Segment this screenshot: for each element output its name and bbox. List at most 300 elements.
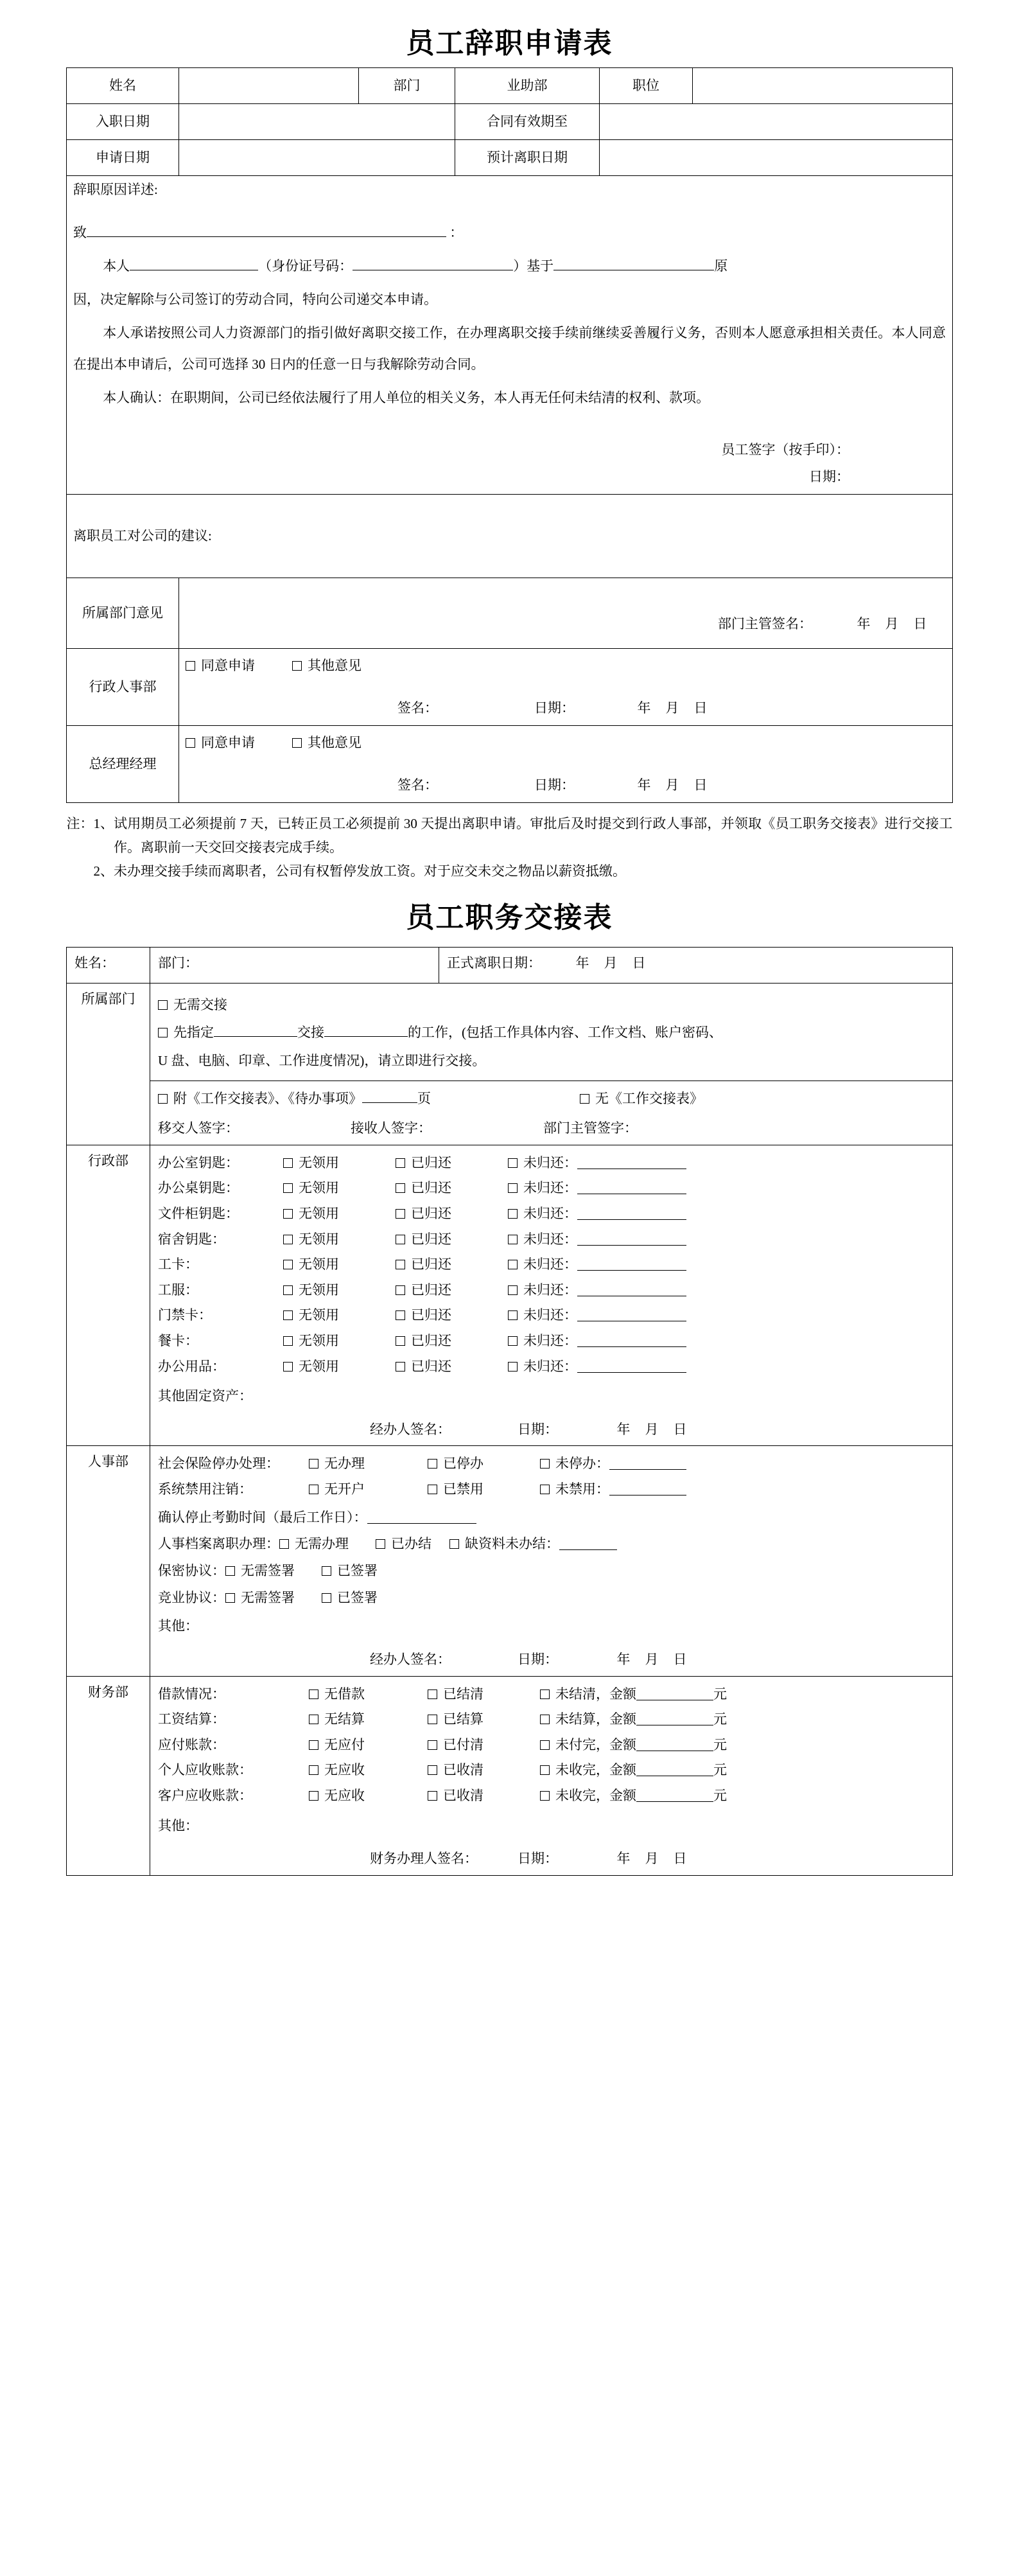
option-3-label: 未收完，金额	[555, 1762, 636, 1778]
handover-header-row	[67, 947, 953, 983]
checkbox-icon[interactable]	[396, 1235, 405, 1244]
list-item	[158, 1151, 945, 1176]
option-3-label: 未归还：	[523, 1358, 577, 1374]
label-item: 餐卡：	[158, 1333, 198, 1349]
label-hr-other[interactable]: 其他：	[158, 1618, 198, 1634]
input-addressee[interactable]	[87, 236, 446, 237]
label-operator-date[interactable]: 日期：	[518, 1651, 558, 1667]
option-3	[508, 1227, 945, 1253]
checkbox-icon[interactable]	[508, 1209, 518, 1219]
checkbox-icon[interactable]	[428, 1740, 437, 1750]
option-3-label: 未禁用：	[555, 1481, 609, 1497]
label-finance-other[interactable]: 其他：	[158, 1817, 198, 1833]
option-2-label: 已归还	[411, 1333, 451, 1349]
list-item	[158, 1328, 945, 1354]
finance-checklist	[158, 1682, 945, 1809]
checkbox-icon[interactable]	[283, 1310, 293, 1320]
input-detail[interactable]	[609, 1469, 686, 1470]
list-item	[158, 1758, 945, 1783]
checkbox-icon[interactable]	[283, 1336, 293, 1346]
checkbox-icon[interactable]	[376, 1539, 385, 1549]
option-1-label: 无需签署	[241, 1589, 295, 1605]
option-2	[428, 1682, 540, 1707]
label-item: 应付账款：	[158, 1736, 225, 1752]
handover-signers-row	[158, 1118, 945, 1140]
label-supervisor-signature[interactable]: 部门主管签字：	[543, 1120, 638, 1136]
ymd-month: 月	[645, 1421, 659, 1437]
checkbox-icon[interactable]	[428, 1791, 437, 1801]
option-2	[396, 1278, 508, 1303]
checkbox-no-handover-icon[interactable]	[158, 1000, 168, 1010]
checkbox-icon[interactable]	[428, 1689, 437, 1699]
option-3	[508, 1176, 945, 1201]
label-attendance-stop: 确认停止考勤时间（最后工作日）：	[158, 1509, 367, 1525]
attendance-stop-row	[158, 1506, 945, 1530]
checkbox-icon[interactable]	[283, 1285, 293, 1295]
label-currency-unit: 元	[713, 1736, 727, 1752]
checkbox-icon[interactable]	[508, 1310, 518, 1320]
option-1-label: 无应收	[324, 1762, 365, 1778]
text-reason-suffix: 原	[714, 258, 728, 274]
checkbox-icon[interactable]	[396, 1362, 405, 1372]
label-operator-signature[interactable]: 经办人签名：	[370, 1651, 451, 1667]
option-1-label: 无应付	[324, 1736, 365, 1752]
ymd-day: 日	[673, 1651, 687, 1667]
paragraph-confirmation: 本人确认：在职期间，公司已经依法履行了用人单位的相关义务，本人再无任何未结清的权利、款项。	[103, 389, 710, 405]
option-1-label: 无领用	[299, 1333, 339, 1349]
checkbox-icon[interactable]	[508, 1336, 518, 1346]
label-item: 工资结算：	[158, 1711, 225, 1727]
option-1	[309, 1451, 428, 1477]
notes-block	[67, 812, 953, 883]
label-dept-supervisor-signature[interactable]: 部门主管签名：	[718, 616, 812, 632]
text-based-on: ）基于	[513, 258, 554, 274]
checkbox-icon[interactable]	[283, 1260, 293, 1269]
checkbox-agree-icon[interactable]	[186, 661, 195, 671]
option-3	[540, 1707, 945, 1733]
option-2-label: 已归还	[411, 1257, 451, 1273]
checkbox-icon[interactable]	[396, 1158, 405, 1168]
ymd-day: 日	[913, 616, 927, 632]
option-1-label: 无办理	[324, 1456, 365, 1472]
label-other-opinion: 其他意见	[308, 658, 361, 674]
option-2-label: 已办结	[391, 1536, 431, 1552]
list-item	[158, 1733, 945, 1758]
label-other-fixed-assets[interactable]: 其他固定资产：	[158, 1388, 252, 1404]
option-3	[540, 1783, 945, 1809]
department-opinion-body[interactable]	[179, 578, 953, 649]
option-2-label: 已签署	[337, 1589, 378, 1605]
option-2-label: 已收清	[443, 1762, 483, 1778]
label-hire-date: 入职日期	[67, 104, 179, 140]
input-designate-to[interactable]	[324, 1036, 408, 1037]
option-3	[540, 1451, 945, 1477]
ymd-day: 日	[632, 955, 646, 971]
ymd-year: 年	[637, 700, 651, 716]
input-attendance-stop-date[interactable]	[367, 1523, 476, 1524]
checkbox-icon[interactable]	[540, 1459, 550, 1469]
page-title-handover: 员工职务交接表	[406, 901, 613, 933]
option-3	[540, 1477, 945, 1503]
ymd-day: 日	[693, 700, 708, 716]
checkbox-icon[interactable]	[396, 1260, 405, 1269]
field-department-value[interactable]: 业助部	[455, 68, 600, 104]
option-2-label: 已归还	[411, 1231, 451, 1247]
field-apply-date-value[interactable]	[179, 140, 455, 176]
option-1	[283, 1227, 396, 1253]
field-hire-date-value[interactable]	[179, 104, 455, 140]
ymd-year: 年	[857, 616, 871, 632]
checkbox-no-attachment-icon[interactable]	[580, 1094, 589, 1104]
checkbox-designate-handover-icon[interactable]	[158, 1028, 168, 1037]
handover-section-hr	[67, 1446, 953, 1676]
label-item: 工卡：	[158, 1257, 198, 1273]
option-1-label: 无领用	[299, 1282, 339, 1298]
option-2	[428, 1707, 540, 1733]
input-detail[interactable]	[577, 1346, 686, 1347]
checkbox-other-opinion-icon[interactable]	[292, 661, 302, 671]
gm-sign-line	[186, 775, 946, 796]
option-3	[508, 1151, 945, 1176]
text-handover-items: U 盘、电脑、印章、工作进度情况)，请立即进行交接。	[158, 1052, 486, 1068]
checkbox-icon[interactable]	[396, 1183, 405, 1193]
table-row-opinion-gm	[67, 726, 953, 803]
admin-checklist	[158, 1151, 945, 1379]
handover-leave-date-cell[interactable]	[439, 947, 953, 983]
option-2	[396, 1303, 508, 1328]
checkbox-icon[interactable]	[396, 1336, 405, 1346]
label-section-department: 所属部门	[67, 983, 150, 1145]
suggestion-block[interactable]	[67, 495, 953, 578]
option-1	[283, 1303, 396, 1328]
label-item: 宿舍钥匙：	[158, 1231, 225, 1247]
checkbox-icon[interactable]	[540, 1485, 550, 1494]
label-hr-signature[interactable]: 签名：	[397, 700, 438, 716]
option-1-label: 无领用	[299, 1231, 339, 1247]
option-3	[508, 1303, 945, 1328]
label-item: 办公用品：	[158, 1358, 225, 1374]
option-2-label: 已归还	[411, 1358, 451, 1374]
label-department-opinion: 所属部门意见	[67, 578, 179, 649]
option-2-label: 已停办	[443, 1456, 483, 1472]
label-no-attachment: 无《工作交接表》	[595, 1090, 703, 1106]
option-2	[428, 1451, 540, 1477]
checkbox-icon[interactable]	[508, 1235, 518, 1244]
input-amount[interactable]	[636, 1801, 713, 1802]
checkbox-icon[interactable]	[396, 1285, 405, 1295]
checkbox-icon[interactable]	[540, 1765, 550, 1775]
checkbox-icon[interactable]	[540, 1791, 550, 1801]
checkbox-icon[interactable]	[225, 1566, 235, 1576]
resignation-reason-block	[67, 176, 953, 495]
label-attach-handover: 附《工作交接表》、《待办事项》	[173, 1090, 362, 1106]
option-1	[309, 1783, 428, 1809]
option-2-label: 已结算	[443, 1711, 483, 1727]
list-item	[158, 1783, 945, 1809]
label-currency-unit: 元	[713, 1762, 727, 1778]
option-2	[396, 1354, 508, 1380]
label-handover-person-signature[interactable]: 移交人签字：	[158, 1120, 239, 1136]
label-item: 社会保险停办处理：	[158, 1456, 279, 1472]
input-detail[interactable]	[577, 1219, 686, 1220]
label-hr-date[interactable]: 日期：	[534, 700, 575, 716]
label-operator-date[interactable]: 日期：	[518, 1421, 558, 1437]
option-1-label: 无领用	[299, 1307, 339, 1323]
checkbox-attach-handover-icon[interactable]	[158, 1094, 168, 1104]
input-detail[interactable]	[577, 1245, 686, 1246]
label-gm-signature[interactable]: 签名：	[397, 777, 438, 793]
option-3	[508, 1252, 945, 1278]
checkbox-agree-icon[interactable]	[186, 738, 195, 748]
checkbox-icon[interactable]	[279, 1539, 289, 1549]
to-colon: ：	[449, 224, 464, 240]
label-suggestion: 离职员工对公司的建议:	[73, 528, 212, 544]
list-item	[158, 1201, 945, 1227]
table-row-hire-dates	[67, 104, 953, 140]
option-1	[309, 1758, 428, 1783]
option-3	[540, 1733, 945, 1758]
checkbox-icon[interactable]	[283, 1362, 293, 1372]
label-agree-application: 同意申请	[201, 735, 255, 751]
input-designate-from[interactable]	[214, 1036, 297, 1037]
ymd-month: 月	[665, 700, 679, 716]
finance-handover-body	[150, 1676, 953, 1875]
option-3-label: 缺资料未办结：	[465, 1536, 559, 1552]
label-agree-application: 同意申请	[201, 658, 255, 674]
label-item: 门禁卡：	[158, 1307, 212, 1323]
option-2	[396, 1201, 508, 1227]
option-1-label: 无借款	[324, 1686, 365, 1702]
option-2	[396, 1328, 508, 1354]
checkbox-icon[interactable]	[540, 1689, 550, 1699]
option-2	[396, 1176, 508, 1201]
input-detail[interactable]	[559, 1549, 617, 1550]
checkbox-icon[interactable]	[540, 1715, 550, 1724]
archive-row	[158, 1533, 945, 1556]
text-handover-scope: 的工作，(包括工作具体内容、工作文档、账户密码、	[408, 1025, 722, 1041]
option-1	[309, 1477, 428, 1503]
department-handover-body	[150, 983, 953, 1145]
checkbox-icon[interactable]	[322, 1566, 331, 1576]
option-3	[540, 1758, 945, 1783]
option-1-label: 无需办理	[295, 1536, 349, 1552]
checkbox-icon[interactable]	[322, 1593, 331, 1603]
note-1-text: 试用期员工必须提前 7 天，已转正员工必须提前 30 天提出离职申请。审批后及时提交到行政人事部，并领取《员工职务交接表》进行交接工作。离职前一天交回交接表完成手续。	[114, 816, 953, 856]
option-1	[283, 1328, 396, 1354]
label-section-admin: 行政部	[67, 1145, 150, 1446]
hr-opinion-checkbox-row	[186, 656, 946, 676]
checkbox-icon[interactable]	[540, 1740, 550, 1750]
list-item	[158, 1176, 945, 1201]
checkbox-icon[interactable]	[508, 1362, 518, 1372]
option-1-label: 无领用	[299, 1206, 339, 1222]
checkbox-icon[interactable]	[428, 1485, 437, 1494]
label-receiver-signature[interactable]: 接收人签字：	[351, 1120, 431, 1136]
option-3-label: 未归还：	[523, 1282, 577, 1298]
field-name-value[interactable]	[179, 68, 359, 104]
label-noncompete: 竞业协议：	[158, 1589, 225, 1605]
label-signature-date[interactable]: 日期：	[809, 469, 849, 485]
finance-sign-line	[158, 1848, 945, 1870]
paragraph-identity-cont: 因，决定解除与公司签订的劳动合同，特向公司递交本申请。	[73, 292, 437, 308]
input-detail[interactable]	[577, 1372, 686, 1373]
option-1-label: 无开户	[324, 1481, 365, 1497]
checkbox-icon[interactable]	[309, 1689, 318, 1699]
option-2-label: 已归还	[411, 1180, 451, 1196]
label-item: 借款情况：	[158, 1686, 225, 1702]
label-currency-unit: 元	[713, 1787, 727, 1803]
option-2	[396, 1227, 508, 1253]
hr-checklist	[158, 1451, 945, 1502]
ymd-day: 日	[693, 777, 708, 793]
option-1-label: 无结算	[324, 1711, 365, 1727]
text-designate: 先指定	[173, 1025, 214, 1041]
ymd-year: 年	[616, 1651, 631, 1667]
ymd-day: 日	[673, 1421, 687, 1437]
checkbox-icon[interactable]	[428, 1459, 437, 1469]
handover-section-admin	[67, 1145, 953, 1446]
field-position-value[interactable]	[693, 68, 953, 104]
note-2-text: 未办理交接手续而离职者，公司有权暂停发放工资。对于应交未交之物品以薪资抵缴。	[114, 863, 626, 879]
checkbox-icon[interactable]	[309, 1765, 318, 1775]
option-3-label: 未收完，金额	[555, 1787, 636, 1803]
noncompete-agreement-row	[158, 1587, 945, 1610]
list-item	[158, 1227, 945, 1253]
confidentiality-agreement-row	[158, 1560, 945, 1583]
ymd-month: 月	[665, 777, 679, 793]
label-confidentiality: 保密协议：	[158, 1562, 225, 1578]
label-item: 办公室钥匙：	[158, 1154, 239, 1170]
hr-sign-line	[186, 698, 946, 719]
checkbox-icon[interactable]	[508, 1285, 518, 1295]
option-3	[508, 1354, 945, 1380]
note-2-lead: 2、	[93, 863, 114, 879]
checkbox-icon[interactable]	[449, 1539, 459, 1549]
label-archive-item: 人事档案离职办理：	[158, 1536, 279, 1552]
label-official-leave-date: 正式离职日期：	[447, 955, 541, 971]
note-1-lead: 注：1、	[66, 816, 114, 832]
hr-opinion-body	[179, 649, 953, 726]
admin-sign-line	[158, 1419, 945, 1441]
ymd-month: 月	[604, 955, 618, 971]
ymd-year: 年	[637, 777, 651, 793]
option-1	[283, 1151, 396, 1176]
checkbox-icon[interactable]	[508, 1260, 518, 1269]
option-3-label: 未归还：	[523, 1206, 577, 1222]
department-supervisor-sign-line	[186, 614, 946, 635]
option-1	[309, 1682, 428, 1707]
option-no-handover-row	[158, 994, 945, 1017]
checkbox-icon[interactable]	[283, 1183, 293, 1193]
label-finance-operator-signature[interactable]: 财务办理人签名：	[370, 1851, 478, 1867]
checkbox-icon[interactable]	[309, 1791, 318, 1801]
checkbox-icon[interactable]	[396, 1310, 405, 1320]
page-title-resignation: 员工辞职申请表	[406, 28, 613, 59]
option-3	[508, 1328, 945, 1354]
label-currency-unit: 元	[713, 1711, 727, 1727]
attachment-row	[158, 1088, 945, 1111]
ymd-day: 日	[673, 1851, 687, 1867]
ymd-month: 月	[885, 616, 899, 632]
option-3-label: 未归还：	[523, 1257, 577, 1273]
handover-form-table	[66, 947, 953, 1876]
label-gm-opinion: 总经理经理	[67, 726, 179, 803]
option-1-label: 无需签署	[241, 1562, 295, 1578]
ymd-month: 月	[645, 1851, 659, 1867]
checkbox-other-opinion-icon[interactable]	[292, 738, 302, 748]
checkbox-icon[interactable]	[508, 1183, 518, 1193]
checkbox-icon[interactable]	[283, 1235, 293, 1244]
label-pages-unit: 页	[417, 1090, 431, 1106]
text-handover-to: 交接	[297, 1025, 324, 1041]
label-gm-date[interactable]: 日期：	[534, 777, 575, 793]
field-expected-leave-value[interactable]	[600, 140, 953, 176]
ymd-month: 月	[645, 1651, 659, 1667]
input-detail[interactable]	[577, 1270, 686, 1271]
resignation-form-table	[66, 67, 953, 803]
option-1-label: 无领用	[299, 1257, 339, 1273]
table-row-reason	[67, 176, 953, 495]
checkbox-icon[interactable]	[283, 1158, 293, 1168]
label-handover-name: 姓名：	[67, 947, 150, 983]
option-3-label: 未归还：	[523, 1307, 577, 1323]
option-1-label: 无应收	[324, 1787, 365, 1803]
checkbox-icon[interactable]	[309, 1715, 318, 1724]
label-employee-signature[interactable]: 员工签字（按手印）：	[721, 442, 849, 458]
option-3-label: 未归还：	[523, 1180, 577, 1196]
option-3-label: 未停办：	[555, 1456, 609, 1472]
checkbox-icon[interactable]	[428, 1715, 437, 1724]
checkbox-icon[interactable]	[428, 1765, 437, 1775]
text-id-prefix: （身份证号码：	[258, 258, 353, 274]
option-3-label: 未结清，金额	[555, 1686, 636, 1702]
option-2-label: 已收清	[443, 1787, 483, 1803]
checkbox-icon[interactable]	[309, 1459, 318, 1469]
label-item: 客户应收账款：	[158, 1787, 252, 1803]
option-2	[428, 1477, 540, 1503]
label-section-finance: 财务部	[67, 1676, 150, 1875]
checkbox-icon[interactable]	[225, 1593, 235, 1603]
checkbox-icon[interactable]	[283, 1209, 293, 1219]
table-row-apply-dates	[67, 140, 953, 176]
checkbox-icon[interactable]	[508, 1158, 518, 1168]
gm-opinion-checkbox-row	[186, 733, 946, 754]
field-contract-until-value[interactable]	[600, 104, 953, 140]
label-position: 职位	[600, 68, 693, 104]
note-item-2	[67, 860, 953, 883]
paragraph-commitment: 本人承诺按照公司人力资源部门的指引做好离职交接工作，在办理离职交接手续前继续妥善履行义务，否则本人愿意承担相关责任。本人同意在提出本申请后，公司可选择 30 日内的任意一日与我解除劳动合同。	[73, 325, 946, 372]
table-row-opinion-department	[67, 578, 953, 649]
label-operator-signature[interactable]: 经办人签名：	[370, 1421, 451, 1437]
list-item	[158, 1252, 945, 1278]
admin-handover-body	[150, 1145, 953, 1446]
label-handover-department[interactable]: 部门：	[150, 947, 439, 983]
hr-sign-line	[158, 1649, 945, 1671]
checkbox-icon[interactable]	[309, 1740, 318, 1750]
handover-section-finance	[67, 1676, 953, 1875]
checkbox-icon[interactable]	[396, 1209, 405, 1219]
option-1-label: 无领用	[299, 1180, 339, 1196]
label-resignation-reason: 辞职原因详述:	[73, 182, 158, 197]
checkbox-icon[interactable]	[309, 1485, 318, 1494]
ymd-year: 年	[616, 1851, 631, 1867]
list-item	[158, 1354, 945, 1380]
label-no-handover: 无需交接	[173, 996, 227, 1012]
label-finance-date[interactable]: 日期：	[518, 1851, 558, 1867]
input-attachment-pages[interactable]	[362, 1102, 417, 1103]
table-row-suggestion	[67, 495, 953, 578]
label-item: 工服：	[158, 1282, 198, 1298]
